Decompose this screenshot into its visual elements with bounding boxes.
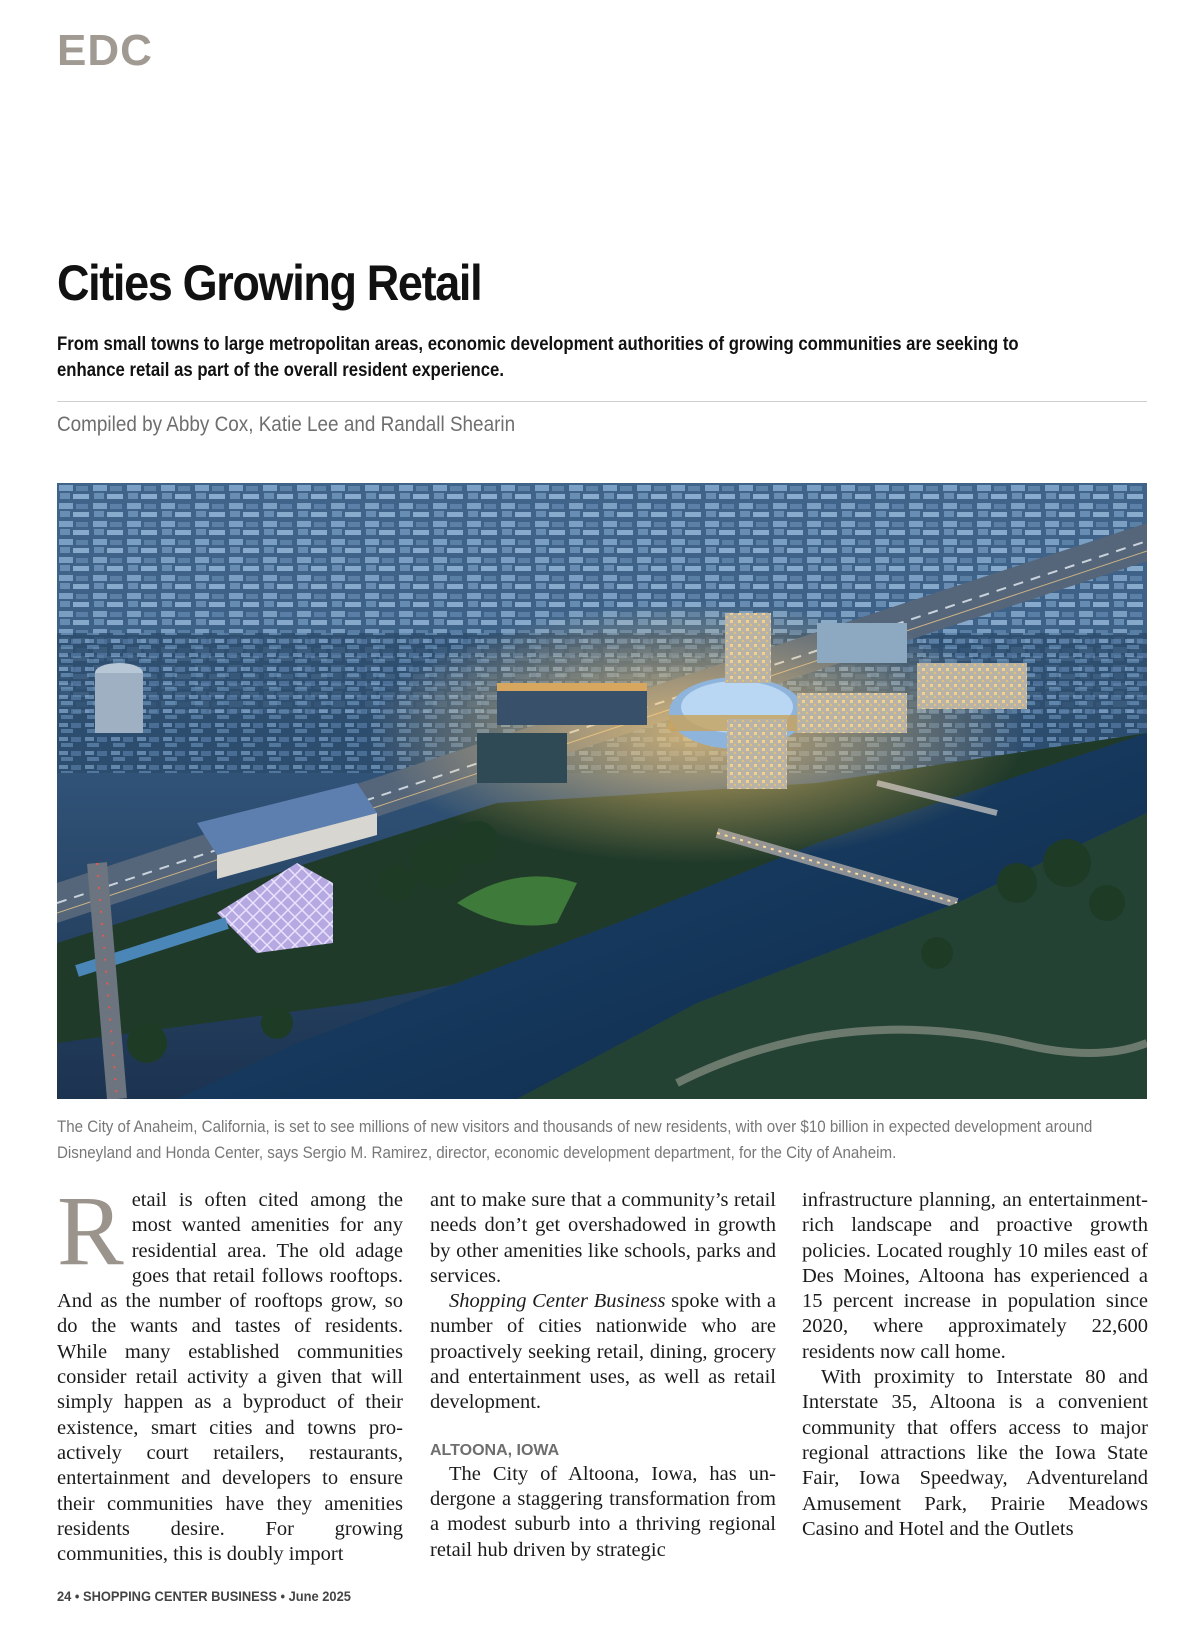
section-subhead: ALTOONA, IOWA	[430, 1441, 560, 1459]
body-paragraph: etail is often cited among the most wanted amenities for any residential area. The old adage goes that retail follows rooftops. And as the number of rooftops grow, so do the wants and tastes of residents. While many established communities consider retail activity a given that will simply happen as a byproduct of their existence, smart cities and towns proactively court retailers, restaurants, entertainment and developers to ensure their communities have they amenities residents desire. For growing communities, this is doubly import	[57, 1189, 403, 1566]
body-paragraph: ant to make sure that a community’s retail needs don’t get overshadowed in growth by other amenities like schools, parks and services.	[430, 1189, 776, 1287]
body-column-1	[57, 1175, 403, 1567]
article-title: Cities Growing Retail	[57, 255, 482, 311]
body-paragraph: infrastructure planning, an entertainment-rich landscape and proactive growth policies. Located roughly 10 miles east of Des Moines, Altoona has experienced a 15 percent increase in population since 2020, where approximately 22,600 residents now call home.	[802, 1189, 1148, 1363]
article-byline: Compiled by Abby Cox, Katie Lee and Randall Shearin	[57, 413, 516, 436]
drop-cap: R	[57, 1175, 124, 1286]
body-paragraph: With proximity to Interstate 80 and Interstate 35, Altoona is a convenient community that offers access to major regional attractions like the Iowa State Fair, Iowa Speedway, Adventureland Amusement Park, Prairie Meadows Casino and Hotel and the Outlets	[802, 1366, 1148, 1540]
publication-name: Shopping Center Business	[449, 1290, 666, 1313]
body-text: spoke with a number of cities nationwide who are proactively seeking retail, dining, grocery and entertainment uses, as well as retail development.	[430, 1290, 776, 1414]
divider	[57, 401, 1147, 402]
article-deck: From small towns to large metropolitan areas, economic development authorities of growing communities are seeking to enhance retail as part of the overall resident experience.	[57, 334, 1019, 381]
hero-aerial-rendering	[57, 483, 1147, 1099]
body-column-2	[430, 1188, 776, 1563]
body-paragraph: The City of Altoona, Iowa, has undergone a staggering transformation from a modest suburb into a thriving regional retail hub driven by strategic	[430, 1462, 776, 1561]
page-folio: 24 • SHOPPING CENTER BUSINESS • June 2025	[57, 1588, 351, 1604]
body-paragraph	[430, 1289, 776, 1415]
body-column-3	[802, 1188, 1148, 1542]
section-tag: EDC	[57, 26, 153, 75]
photo-caption: The City of Anaheim, California, is set to see millions of new visitors and thousands of new residents, with over $10 billion in expected development around Disneyland and Honda Center, says Sergio M. Ramirez, director, economic development department, for the City of Anaheim.	[57, 1117, 1093, 1162]
